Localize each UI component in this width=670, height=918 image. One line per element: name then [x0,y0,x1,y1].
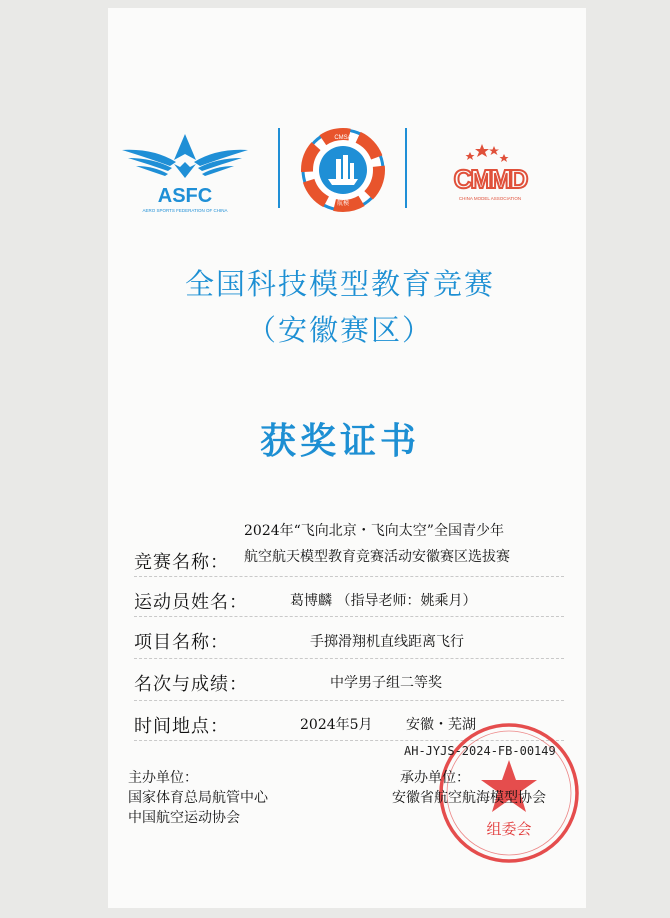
certificate-title: 获奖证书 [259,421,420,462]
seal-text: 组委会 [486,820,532,838]
rank-value: 中学男子组二等奖 [330,675,442,691]
asfc-logo [118,120,253,220]
undertaker-block [392,768,546,808]
host-label: 主办单位： [128,770,198,786]
ring-logo-top-text: CMSA [334,135,352,141]
time-value: 2024年5月 [300,717,373,733]
project-row [134,626,564,662]
logo-divider [278,128,280,208]
row-divider [134,616,564,617]
competition-value-line2: 航空航天模型教育竞赛活动安徽赛区选拔赛 [244,549,510,565]
undertaker-label: 承办单位： [400,770,470,786]
competition-value-line1: 2024年“飞向北京・飞向太空”全国青少年 [244,523,504,539]
logo-divider [405,128,407,208]
row-divider [134,700,564,701]
place-value: 安徽・芜湖 [406,717,476,733]
time-place-label: 时间地点： [134,716,229,737]
cmma-logo-subtext: CHINA MODEL ASSOCIATION [458,196,522,201]
host-org-2: 中国航空运动协会 [128,810,240,826]
certificate-serial: AH-JYJS-2024-FB-00149 [404,744,556,758]
project-value: 手掷滑翔机直线距离飞行 [310,634,464,650]
rank-label: 名次与成绩： [134,674,248,695]
row-divider [134,576,564,577]
host-block [128,768,268,828]
competition-region: （安徽赛区） [246,313,433,347]
host-org-1: 国家体育总局航管中心 [128,790,268,806]
asfc-logo-subtext: AERO SPORTS FEDERATION OF CHINA [142,208,228,213]
row-divider [134,658,564,659]
logo-bar [118,120,558,220]
life-ring-logo [298,125,388,215]
ring-logo-bottom-text: 航模 [336,200,350,207]
cmma-logo-text: CMMD [453,164,527,194]
competition-title: 全国科技模型教育竞赛 [184,267,495,301]
asfc-logo-text: ASFC [157,185,213,207]
project-label: 项目名称： [134,632,229,653]
undertaker-org: 安徽省航空航海模型协会 [392,790,546,806]
athlete-row [134,586,564,622]
competition-row [134,520,564,580]
competition-label: 竞赛名称： [134,552,229,573]
rank-row [134,668,564,704]
cmma-logo [430,132,550,212]
athlete-value: 葛博麟 （指导老师：姚乘月） [290,593,477,609]
athlete-label: 运动员姓名： [134,592,248,613]
